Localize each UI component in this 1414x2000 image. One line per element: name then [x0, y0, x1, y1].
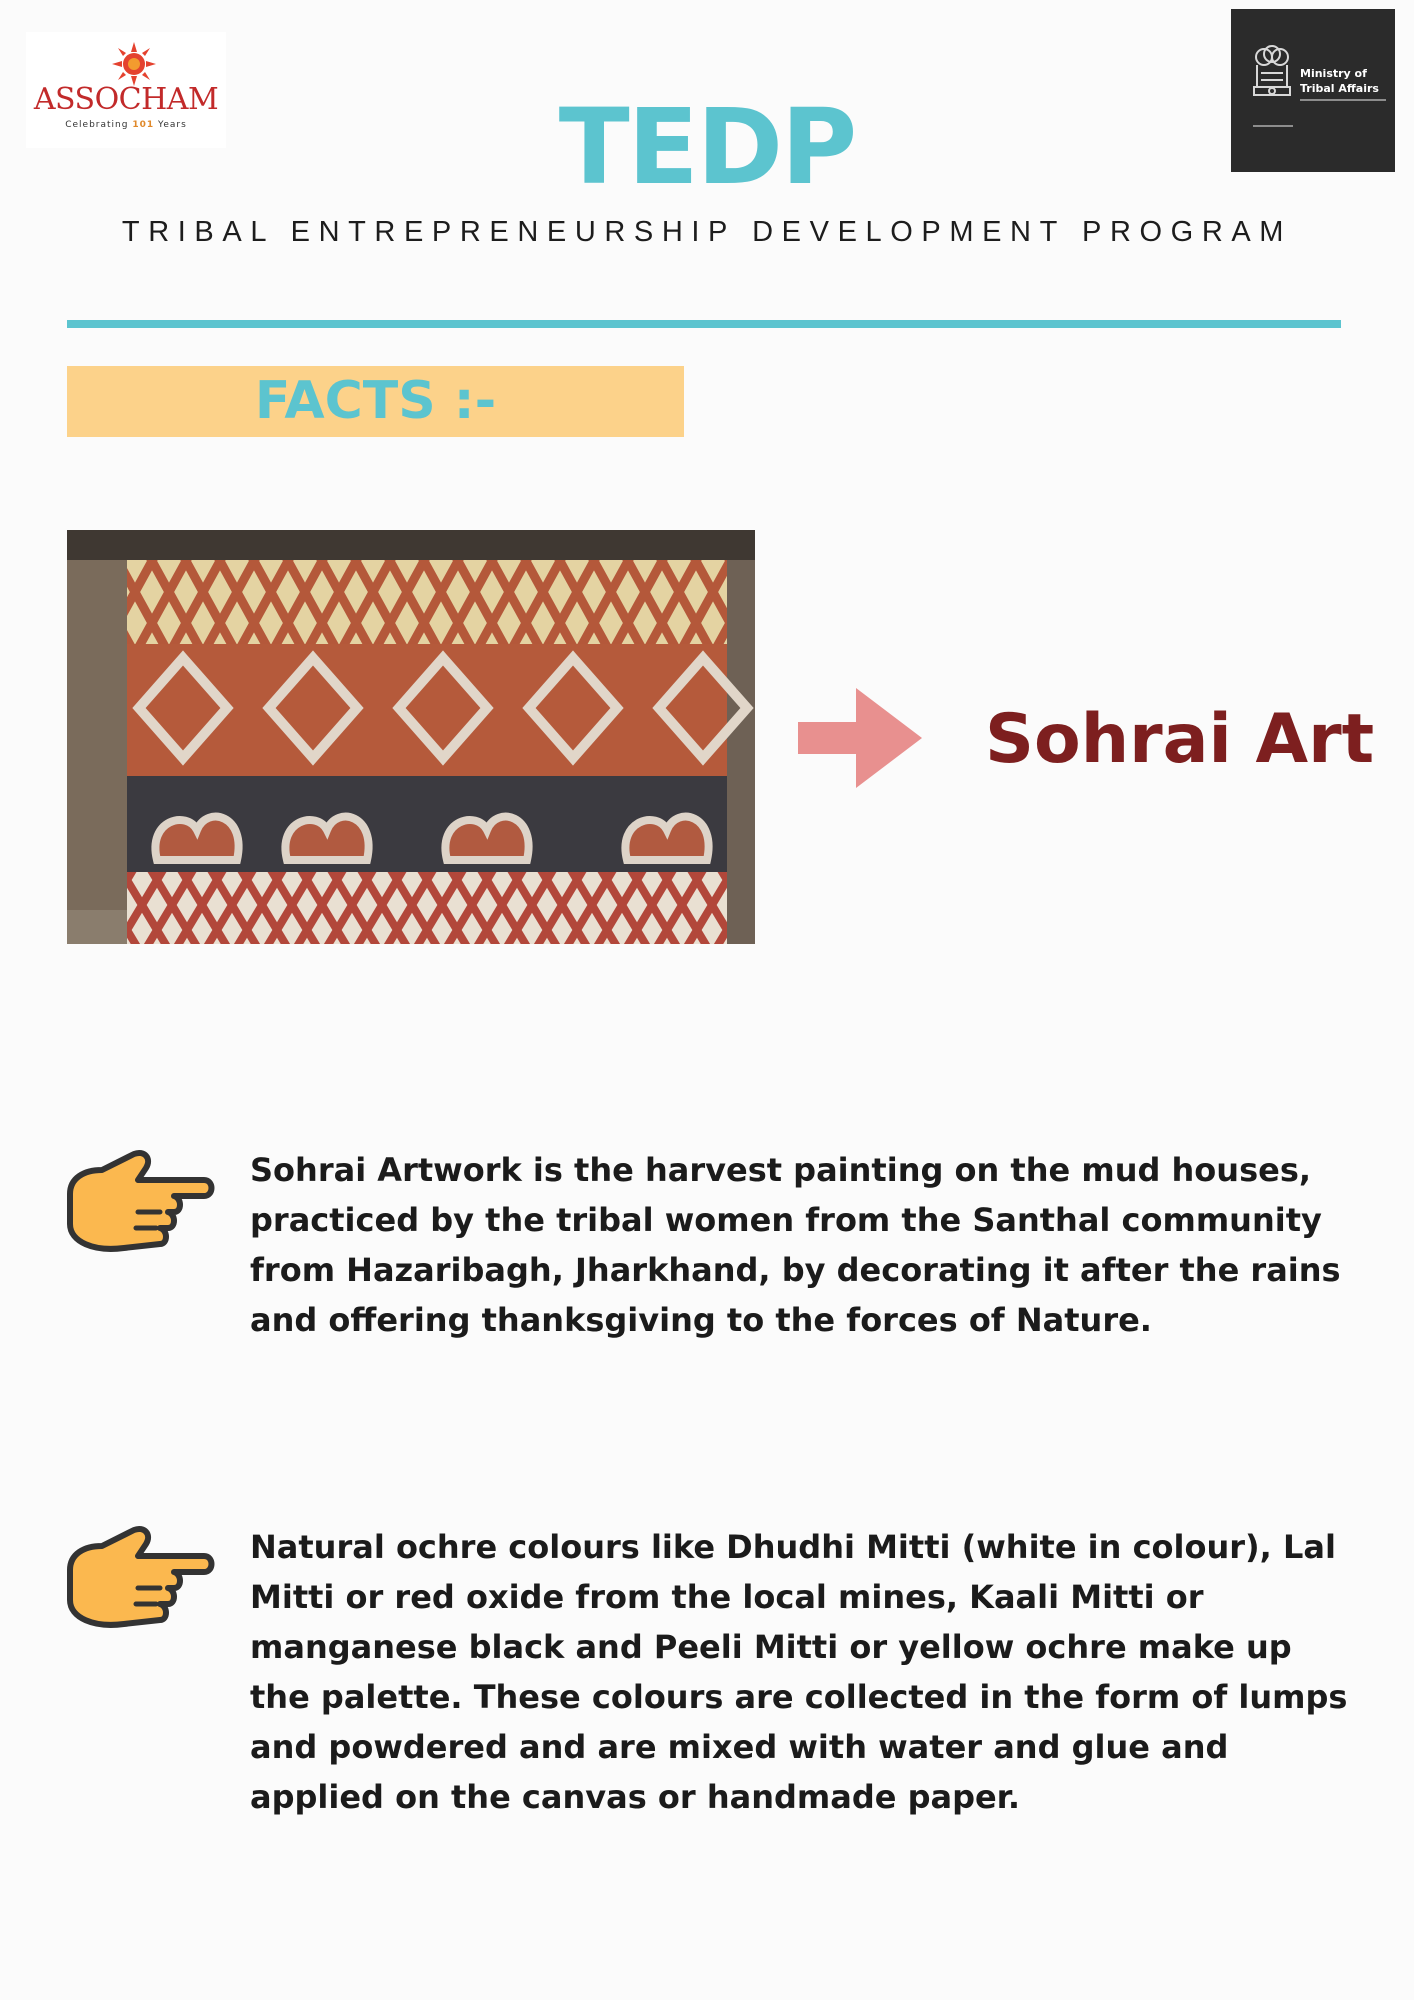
sohrai-wall-photo — [67, 530, 755, 944]
pointing-hand-icon — [64, 1524, 216, 1644]
facts-heading: FACTS :- — [254, 371, 497, 431]
ministry-name-line1: Ministry of — [1300, 67, 1367, 80]
fact-text-1: Sohrai Artwork is the harvest painting on the mud houses, practiced by the tribal women from the Santhal community from Hazaribagh, Jharkhand, by decorating it after the rains and offering thanksgiving to the forces of Nature. — [250, 1151, 1341, 1339]
page-subtitle: TRIBAL ENTREPRENEURSHIP DEVELOPMENT PROGRAM — [121, 216, 1293, 248]
arrow-right-icon — [792, 682, 928, 794]
assocham-tagline: Celebrating 101 Years — [65, 120, 187, 130]
page-title: TEDP — [558, 86, 856, 208]
pointing-hand-icon — [64, 1148, 216, 1268]
facts-banner — [67, 366, 684, 437]
header-divider — [67, 320, 1341, 328]
feature-label: Sohrai Art — [985, 700, 1375, 779]
ministry-name-line2: Tribal Affairs — [1300, 82, 1379, 95]
fact-text-2: Natural ochre colours like Dhudhi Mitti (white in colour), Lal Mitti or red oxide from the local mines, Kaali Mitti or manganese black and Peeli Mitti or yellow ochre make up the palette. These colours are collected in the form of lumps and powdered and are mixed with water and glue and applied on the canvas or handmade paper. — [250, 1528, 1348, 1816]
assocham-name: ASSOCHAM — [33, 82, 219, 117]
sun-logo-icon — [112, 42, 156, 86]
